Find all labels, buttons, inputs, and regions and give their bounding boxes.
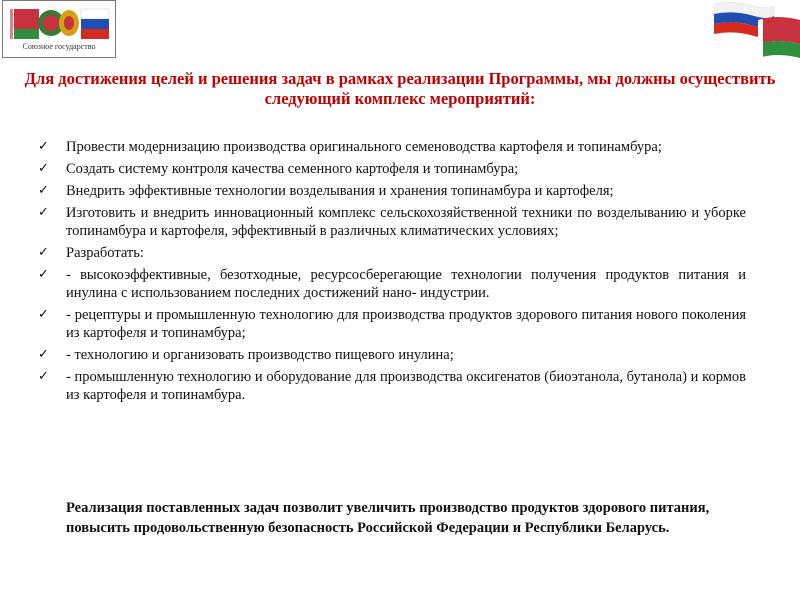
list-item [38,266,746,302]
list-item-text: Провести модернизацию производства оригинального семеноводства картофеля и топинамбура; [66,139,662,155]
union-flags-icon [7,5,111,41]
check-icon: ✓ [38,161,49,176]
list-item [38,306,746,342]
list-item [38,368,746,404]
list-item-text: - промышленную технологию и оборудование для производства оксигенатов (биоэтанола, бутанола) и кормов из картофеля и топинамбура. [66,369,746,403]
check-icon: ✓ [38,347,49,362]
list-item-text: Создать систему контроля качества семенного картофеля и топинамбура; [66,161,519,177]
check-icon: ✓ [38,139,49,154]
list-item [38,244,746,262]
union-state-emblem [2,0,116,58]
page-title: Для достижения целей и решения задач в рамках реализации Программы, мы должны осуществить следующий комплекс мероприятий: [24,69,776,108]
list-item-text: - технологию и организовать производство пищевого инулина; [66,347,454,363]
list-item-text: - рецептуры и промышленную технологию для производства продуктов здорового питания нового поколения из картофеля и топинамбура; [66,307,746,341]
check-icon: ✓ [38,245,49,260]
list-item [38,182,746,200]
check-icon: ✓ [38,307,49,322]
emblem-caption: Союзное государство [22,42,96,51]
list-item [38,160,746,178]
check-icon: ✓ [38,183,49,198]
list-item [38,346,746,364]
list-item [38,204,746,240]
check-icon: ✓ [38,369,49,384]
check-icon: ✓ [38,267,49,282]
corner-flags-icon [708,0,800,62]
check-icon: ✓ [38,205,49,220]
list-item-text: Изготовить и внедрить инновационный комплекс сельскохозяйственной техники по возделыванию и уборке топинамбура и картофеля, эффективный в различных климатических условиях; [66,205,746,239]
conclusion-text: Реализация поставленных задач позволит увеличить производство продуктов здорового питания, повысить продовольственную безопасность Российской Федерации и Республики Беларусь. [66,500,710,536]
list-item-text: Разработать: [66,245,144,261]
list-item [38,138,746,156]
list-item-text: Внедрить эффективные технологии возделывания и хранения топинамбура и картофеля; [66,183,614,199]
measures-list [38,138,746,408]
list-item-text: - высокоэффективные, безотходные, ресурсосберегающие технологии получения продуктов питания и инулина с использованием последних достижений нано- индустрии. [66,267,746,301]
